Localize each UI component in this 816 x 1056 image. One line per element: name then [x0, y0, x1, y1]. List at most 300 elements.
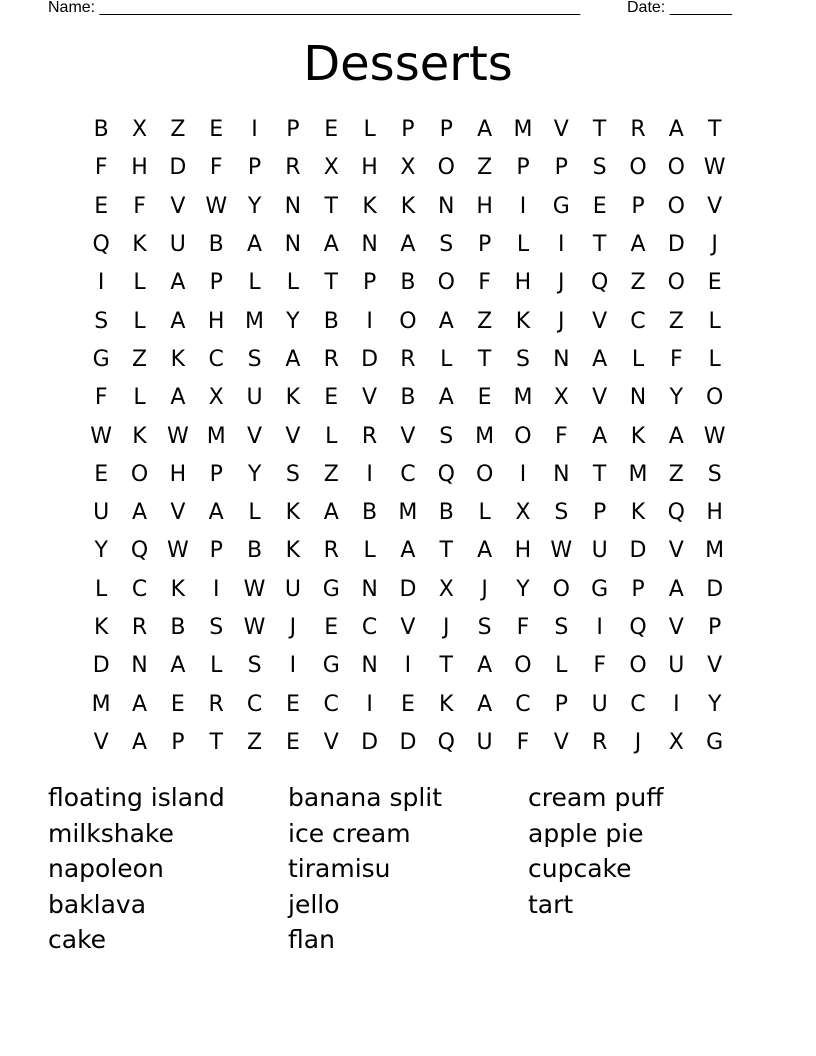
grid-cell: G [552, 193, 570, 219]
grid-cell: T [324, 193, 338, 219]
grid-cell: A [477, 538, 493, 564]
grid-row [82, 149, 734, 187]
grid-cell: V [400, 423, 416, 449]
grid-cell: F [94, 155, 108, 181]
date-line: Date: _______ [627, 0, 732, 16]
grid-cell: W [243, 576, 266, 602]
grid-cell: F [593, 653, 606, 679]
grid-cell: S [439, 423, 454, 449]
grid-cell: E [324, 385, 339, 411]
grid-cell: C [208, 346, 224, 372]
grid-cell: W [243, 615, 266, 640]
grid-cell: M [513, 117, 533, 143]
grid-cell: W [166, 538, 189, 564]
grid-cell: H [514, 270, 532, 296]
grid-cell: O [437, 155, 455, 181]
grid-cell: Z [323, 461, 339, 487]
grid-cell: L [363, 117, 376, 143]
grid-cell: I [519, 461, 527, 487]
word-item: ice cream [288, 818, 411, 848]
grid-cell: P [362, 270, 377, 296]
grid-cell: O [514, 423, 532, 449]
grid-cell: X [515, 500, 531, 526]
grid-cell: O [629, 155, 647, 181]
grid-cell: K [400, 193, 416, 219]
grid-cell: X [668, 729, 684, 755]
grid-cell: X [323, 155, 339, 181]
grid-cell: C [361, 615, 378, 640]
word-item: cupcake [528, 854, 632, 883]
grid-cell: A [170, 653, 186, 679]
grid-cell: B [362, 500, 378, 526]
word-item: cream puff [528, 783, 664, 812]
grid-cell: W [703, 155, 726, 181]
grid-cell: S [439, 232, 454, 258]
grid-cell: O [475, 461, 494, 487]
grid-cell: M [513, 385, 533, 411]
grid-cell: O [514, 653, 532, 679]
grid-cell: C [323, 691, 339, 717]
grid-cell: D [399, 576, 417, 602]
grid-cell: R [208, 691, 224, 717]
grid-cell: B [400, 385, 416, 411]
grid-cell: P [593, 500, 607, 526]
grid-cell: A [247, 232, 263, 258]
grid-cell: A [170, 270, 186, 296]
word-item: flan [288, 925, 335, 954]
grid-cell: E [94, 461, 109, 487]
grid-cell: K [362, 193, 377, 219]
grid-cell: F [670, 346, 683, 372]
grid-cell: A [630, 232, 646, 258]
grid-cell: Z [131, 346, 148, 372]
grid-row [82, 226, 734, 264]
grid-cell: D [92, 653, 110, 679]
grid-cell: J [443, 615, 450, 640]
grid-cell: H [131, 155, 148, 181]
grid-cell: Y [516, 576, 530, 602]
grid-cell: I [366, 691, 373, 717]
grid-cell: U [169, 232, 186, 258]
grid-cell: L [248, 270, 261, 296]
grid-cell: K [515, 308, 531, 334]
grid-cell: X [553, 385, 569, 411]
grid-cell: X [438, 576, 454, 602]
grid-cell: G [322, 576, 340, 602]
word-item: milkshake [48, 818, 174, 848]
grid-row [82, 456, 734, 494]
grid-cell: K [285, 500, 301, 526]
grid-cell: A [285, 346, 301, 372]
grid-cell: D [361, 729, 379, 755]
grid-cell: H [361, 155, 378, 181]
grid-cell: I [519, 193, 527, 219]
grid-cell: V [170, 500, 186, 526]
grid-cell: H [169, 461, 187, 487]
grid-cell: O [667, 193, 685, 219]
grid-cell: S [285, 461, 300, 487]
grid-cell: U [284, 576, 301, 602]
word-column-3 [528, 780, 663, 922]
grid-cell: A [170, 385, 186, 411]
grid-cell: E [170, 691, 185, 717]
grid-cell: M [245, 308, 265, 334]
grid-row [82, 609, 734, 647]
grid-cell: S [209, 615, 224, 640]
word-item: floating island [48, 783, 225, 812]
grid-cell: M [91, 691, 111, 717]
grid-cell: V [93, 729, 109, 755]
grid-cell: R [323, 346, 339, 372]
grid-cell: A [592, 346, 608, 372]
grid-cell: A [668, 423, 684, 449]
grid-row [82, 379, 734, 417]
page-title: Desserts [303, 36, 513, 92]
grid-cell: A [131, 691, 148, 717]
grid-cell: N [131, 653, 148, 679]
word-item: apple pie [528, 818, 644, 848]
grid-cell: B [438, 500, 454, 526]
grid-cell: L [516, 232, 530, 258]
grid-cell: O [399, 308, 417, 334]
grid-cell: A [323, 500, 339, 526]
grid-row [82, 532, 734, 570]
grid-cell: V [323, 729, 339, 755]
grid-cell: B [170, 615, 186, 640]
grid-cell: K [132, 232, 147, 258]
word-column-1 [48, 780, 225, 958]
grid-cell: G [322, 653, 340, 679]
grid-cell: P [209, 270, 223, 296]
grid-cell: S [477, 615, 492, 640]
grid-cell: Y [286, 308, 300, 334]
grid-cell: A [131, 729, 148, 755]
grid-cell: E [209, 117, 224, 143]
grid-cell: Q [629, 615, 647, 640]
grid-cell: K [439, 691, 454, 717]
grid-cell: K [285, 538, 301, 564]
grid-cell: O [437, 270, 455, 296]
grid-cell: Q [92, 232, 110, 258]
grid-row [82, 111, 734, 149]
grid-cell: B [323, 308, 339, 334]
grid-cell: B [93, 117, 109, 143]
grid-cell: P [516, 155, 530, 181]
grid-row [82, 302, 734, 340]
word-column-2 [288, 780, 442, 958]
grid-cell: N [284, 193, 302, 219]
grid-cell: Q [667, 500, 685, 526]
grid-cell: L [708, 346, 721, 372]
grid-cell: F [554, 423, 568, 449]
grid-cell: U [246, 385, 263, 411]
grid-cell: J [711, 232, 718, 258]
grid-cell: T [209, 729, 223, 755]
grid-cell: P [439, 117, 453, 143]
grid-cell: V [247, 423, 263, 449]
grid-row [82, 647, 734, 685]
grid-cell: D [629, 538, 647, 564]
grid-cell: A [323, 232, 339, 258]
grid-cell: A [477, 117, 493, 143]
grid-cell: V [400, 615, 416, 640]
grid-cell: P [631, 193, 645, 219]
grid-cell: P [708, 615, 722, 640]
grid-cell: P [171, 729, 185, 755]
grid-cell: L [133, 385, 146, 411]
grid-cell: A [477, 691, 493, 717]
grid-cell: J [558, 270, 565, 296]
grid-cell: E [94, 193, 109, 219]
grid-cell: N [553, 461, 570, 487]
grid-row [82, 417, 734, 455]
grid-cell: J [481, 576, 488, 602]
grid-cell: L [631, 346, 645, 372]
grid-cell: G [92, 346, 110, 372]
grid-cell: R [361, 423, 378, 449]
grid-cell: A [131, 500, 148, 526]
grid-cell: D [361, 346, 379, 372]
grid-cell: E [324, 615, 339, 640]
grid-cell: V [553, 729, 569, 755]
grid-cell: Y [94, 538, 108, 564]
grid-cell: X [400, 155, 416, 181]
grid-cell: H [706, 500, 723, 526]
grid-cell: W [166, 423, 189, 449]
grid-cell: W [703, 423, 726, 449]
grid-cell: V [592, 385, 608, 411]
grid-cell: K [630, 500, 646, 526]
grid-cell: K [93, 615, 109, 640]
grid-cell: N [553, 346, 570, 372]
grid-cell: H [476, 193, 493, 219]
grid-cell: N [361, 232, 378, 258]
grid-cell: I [596, 615, 603, 640]
grid-cell: B [247, 538, 263, 564]
grid-row [82, 571, 734, 609]
grid-cell: Q [130, 538, 149, 564]
grid-cell: L [708, 308, 721, 334]
grid-cell: L [248, 500, 261, 526]
grid-cell: W [550, 538, 573, 564]
grid-cell: D [667, 232, 685, 258]
grid-cell: J [289, 615, 297, 640]
grid-cell: H [514, 538, 532, 564]
grid-cell: C [246, 691, 263, 717]
grid-cell: L [286, 270, 300, 296]
grid-cell: K [170, 576, 186, 602]
grid-cell: S [94, 308, 109, 334]
grid-cell: A [400, 232, 416, 258]
grid-cell: Z [668, 461, 684, 487]
grid-cell: S [554, 500, 569, 526]
grid-cell: F [516, 729, 530, 755]
word-item: napoleon [48, 854, 164, 883]
grid-cell: P [554, 691, 568, 717]
grid-cell: I [289, 653, 297, 679]
grid-cell: Q [437, 729, 455, 755]
grid-cell: F [516, 615, 530, 640]
grid-cell: R [131, 615, 148, 640]
grid-cell: B [208, 232, 224, 258]
grid-cell: N [284, 232, 302, 258]
word-item: cake [48, 925, 107, 954]
grid-cell: P [247, 155, 262, 181]
grid-cell: V [362, 385, 378, 411]
word-item: baklava [48, 889, 147, 919]
grid-cell: K [132, 423, 147, 449]
grid-cell: Q [590, 270, 609, 296]
grid-cell: F [478, 270, 491, 296]
grid-cell: Y [669, 385, 684, 411]
grid-cell: T [439, 538, 453, 564]
grid-cell: D [169, 155, 187, 181]
grid-cell: P [286, 117, 300, 143]
grid-cell: S [554, 615, 569, 640]
grid-cell: W [205, 193, 228, 219]
word-item: banana split [288, 783, 443, 812]
grid-cell: I [97, 270, 105, 296]
grid-cell: G [706, 729, 724, 755]
grid-cell: E [400, 691, 415, 717]
grid-cell: P [631, 576, 645, 602]
grid-cell: T [592, 232, 607, 258]
grid-cell: M [398, 500, 418, 526]
grid-cell: T [324, 270, 338, 296]
grid-cell: N [629, 385, 647, 411]
grid-row [82, 188, 734, 226]
grid-cell: V [170, 193, 186, 219]
grid-cell: P [209, 538, 223, 564]
grid-cell: T [592, 117, 607, 143]
grid-cell: R [285, 155, 301, 181]
grid-cell: R [591, 729, 608, 755]
grid-cell: Z [668, 308, 684, 334]
grid-cell: P [209, 461, 223, 487]
grid-cell: E [707, 270, 722, 296]
grid-cell: S [247, 653, 262, 679]
word-item: jello [288, 889, 340, 919]
grid-cell: V [668, 615, 684, 640]
grid-cell: P [554, 155, 568, 181]
grid-cell: O [629, 653, 647, 679]
grid-cell: V [285, 423, 301, 449]
grid-cell: I [212, 576, 220, 602]
grid-cell: A [668, 117, 684, 143]
grid-cell: F [209, 155, 223, 181]
grid-cell: Y [247, 193, 262, 219]
grid-cell: L [478, 500, 491, 526]
grid-cell: Z [477, 308, 493, 334]
grid-cell: T [592, 461, 607, 487]
grid-cell: O [130, 461, 149, 487]
grid-cell: V [668, 538, 684, 564]
grid-cell: Z [247, 729, 263, 755]
grid-cell: A [170, 308, 186, 334]
grid-cell: J [634, 729, 642, 755]
grid-cell: C [131, 576, 148, 602]
grid-cell: E [285, 729, 300, 755]
letter-grid [82, 111, 734, 762]
grid-cell: U [591, 538, 608, 564]
grid-cell: O [667, 155, 685, 181]
grid-cell: H [207, 308, 225, 334]
grid-cell: A [477, 653, 493, 679]
grid-cell: A [438, 308, 454, 334]
grid-cell: L [210, 653, 223, 679]
grid-cell: I [366, 308, 373, 334]
grid-cell: C [400, 461, 416, 487]
grid-cell: K [630, 423, 646, 449]
grid-cell: V [553, 117, 569, 143]
grid-cell: R [400, 346, 416, 372]
grid-cell: J [558, 308, 565, 334]
grid-cell: A [592, 423, 608, 449]
grid-cell: M [705, 538, 725, 564]
grid-cell: A [668, 576, 684, 602]
grid-cell: Z [630, 270, 646, 296]
grid-cell: V [707, 653, 723, 679]
grid-cell: B [400, 270, 416, 296]
grid-cell: L [440, 346, 453, 372]
grid-cell: W [90, 423, 113, 449]
grid-cell: C [630, 308, 646, 334]
grid-cell: I [558, 232, 565, 258]
grid-row [82, 724, 734, 762]
grid-cell: L [95, 576, 108, 602]
grid-cell: I [673, 691, 680, 717]
grid-row [82, 685, 734, 723]
grid-cell: D [706, 576, 724, 602]
grid-cell: M [475, 423, 495, 449]
grid-cell: N [361, 576, 378, 602]
grid-cell: X [208, 385, 224, 411]
grid-cell: E [592, 193, 607, 219]
grid-cell: L [363, 538, 376, 564]
grid-cell: L [133, 308, 146, 334]
grid-cell: R [630, 117, 646, 143]
grid-cell: S [247, 346, 262, 372]
grid-cell: Y [707, 691, 722, 717]
name-line: Name: ______________________________________________________ [48, 0, 581, 16]
grid-cell: Q [437, 461, 455, 487]
grid-cell: E [477, 385, 492, 411]
grid-cell: I [251, 117, 258, 143]
grid-cell: E [285, 691, 300, 717]
grid-row [82, 264, 734, 302]
grid-cell: V [707, 193, 723, 219]
grid-cell: O [667, 270, 685, 296]
grid-cell: O [706, 385, 724, 411]
grid-cell: T [439, 653, 453, 679]
grid-cell: V [592, 308, 608, 334]
grid-cell: L [555, 653, 568, 679]
grid-cell: C [515, 691, 531, 717]
grid-cell: T [707, 117, 722, 143]
word-item: tart [528, 889, 574, 919]
grid-cell: A [208, 500, 224, 526]
grid-cell: X [131, 117, 148, 143]
grid-cell: R [323, 538, 339, 564]
grid-row [82, 341, 734, 379]
grid-cell: U [668, 653, 685, 679]
grid-cell: Z [170, 117, 186, 143]
grid-cell: U [476, 729, 493, 755]
grid-cell: O [552, 576, 570, 602]
grid-cell: M [206, 423, 226, 449]
grid-cell: L [133, 270, 146, 296]
grid-cell: L [325, 423, 338, 449]
